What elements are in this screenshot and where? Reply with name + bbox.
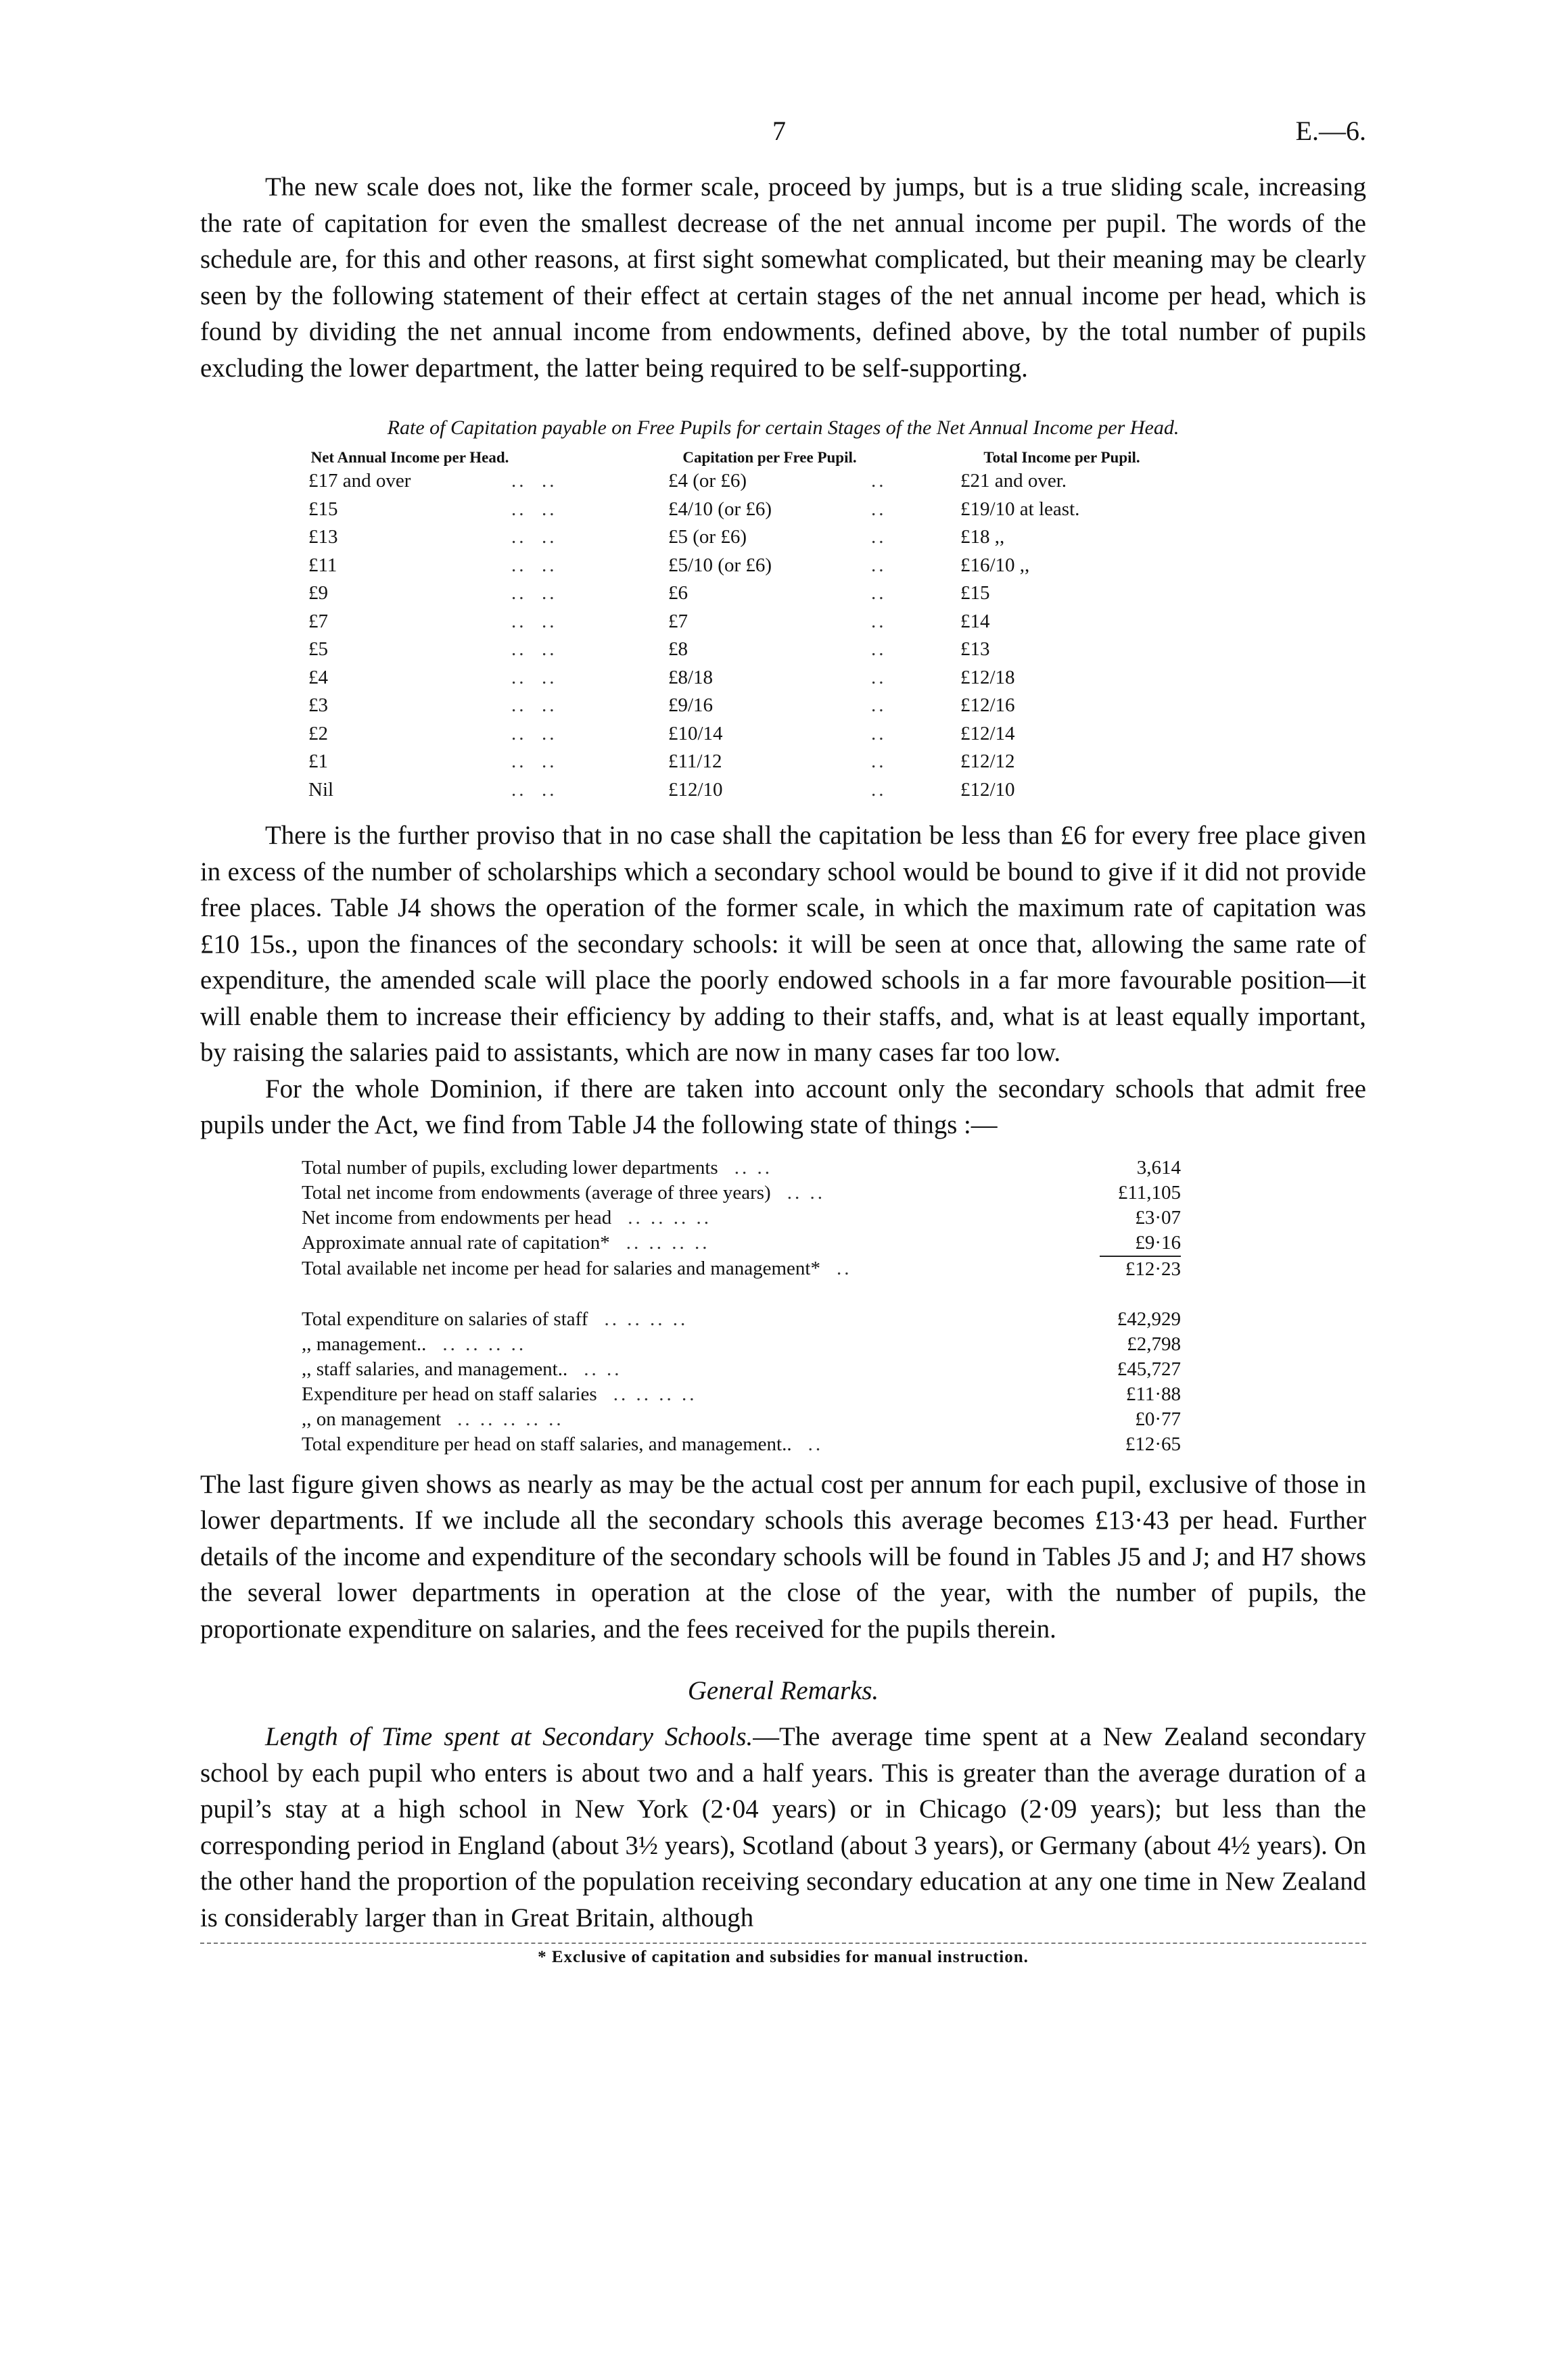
leader-dots: .. .. xyxy=(787,1181,825,1204)
capitation-table-header xyxy=(308,444,1163,467)
summary-label xyxy=(302,1382,1100,1407)
leader-dots: .. .. .. .. xyxy=(628,1206,711,1229)
summary-value: 3,614 xyxy=(1136,1156,1181,1179)
capitation-table xyxy=(308,444,1163,804)
leader-dots: .. xyxy=(871,638,887,660)
total-income-cell: £15 xyxy=(960,582,990,604)
capitation-row xyxy=(308,664,1163,692)
net-income-cell: £3 xyxy=(308,694,328,716)
leader-dots: .. .. .. .. xyxy=(613,1383,697,1405)
capitation-row xyxy=(308,692,1163,720)
capitation-cell: £12/10 xyxy=(668,778,723,801)
summary-table xyxy=(302,1156,1181,1457)
header-capitation: Capitation per Free Pupil. xyxy=(682,449,857,466)
paragraph-proviso: There is the further proviso that in no case shall the capitation be less than £6 for every free place given in excess of the number of scholarships which a secondary school would be bound to give if it did not provide free places. Table J4 shows the operation of the former scale, in which the maximum rate of capitation was £10 15s., upon the finances of the secondary schools: it will be seen at once that, allowing the same rate of expenditure, the amended scale will place the poorly endowed schools in a far more favourable position—it will enable them to increase their efficiency by adding to their staffs, and, what is at least equally important, by raising the salaries paid to assistants, which are now in many cases far too low. xyxy=(200,821,1366,1067)
paragraph-length-of-time xyxy=(200,1719,1366,1936)
summary-row xyxy=(302,1231,1181,1256)
net-income-cell: £7 xyxy=(308,610,328,632)
total-income-cell: £12/10 xyxy=(960,778,1015,801)
summary-label xyxy=(302,1432,1100,1457)
summary-label xyxy=(302,1332,1100,1357)
capitation-cell: £10/14 xyxy=(668,722,723,744)
capitation-cell: £4 (or £6) xyxy=(668,470,747,492)
summary-label-text: Total number of pupils, excluding lower departments xyxy=(302,1156,718,1179)
capitation-cell: £9/16 xyxy=(668,694,714,716)
summary-spacer xyxy=(302,1282,1181,1307)
total-income-cell: £16/10 ,, xyxy=(960,554,1030,576)
summary-label xyxy=(302,1256,1100,1282)
capitation-cell: £5 (or £6) xyxy=(668,526,747,548)
summary-value: £0·77 xyxy=(1135,1408,1181,1430)
capitation-row xyxy=(308,523,1163,552)
leader-dots: .. xyxy=(836,1258,852,1279)
leader-dots: .. .. .. .. .. xyxy=(457,1408,564,1430)
total-income-cell: £12/16 xyxy=(960,694,1015,716)
total-income-cell: £12/14 xyxy=(960,722,1015,744)
leader-dots: .. .. xyxy=(511,470,557,492)
summary-label-text: Total expenditure on salaries of staff xyxy=(302,1308,588,1330)
summary-row xyxy=(302,1256,1181,1282)
capitation-row xyxy=(308,552,1163,580)
footnote-separator xyxy=(200,1943,1366,1944)
summary-label-text: Total net income from endowments (average of three years) xyxy=(302,1181,771,1204)
net-income-cell: £9 xyxy=(308,582,328,604)
leader-dots: .. xyxy=(871,554,887,576)
document-reference: E.—6. xyxy=(1295,116,1366,146)
capitation-row xyxy=(308,608,1163,636)
summary-row xyxy=(302,1432,1181,1457)
leader-dots: .. xyxy=(808,1433,824,1455)
leader-dots: .. .. xyxy=(511,526,557,548)
summary-label xyxy=(302,1407,1100,1432)
summary-value: £12·23 xyxy=(1100,1256,1181,1282)
leader-dots: .. .. xyxy=(511,554,557,576)
document-page xyxy=(200,115,1366,1967)
paragraph-last-figure: The last figure given shows as nearly as may be the actual cost per annum for each pupil, exclusive of those in lower departments. If we include all the secondary schools this average becomes £13·43 per head. Further details of the income and expenditure of the secondary schools will be found in Tables J5 and J; and H7 shows the several lower departments in operation at the close of the year, with the number of pupils, the proportionate expenditure on salaries, and the fees received for the pupils therein. xyxy=(200,1469,1366,1644)
capitation-cell: £8/18 xyxy=(668,666,714,688)
net-income-cell: £2 xyxy=(308,722,328,744)
paragraph-dominion: For the whole Dominion, if there are taken into account only the secondary schools that admit free pupils under the Act, we find from Table J4 the following state of things :— xyxy=(200,1074,1366,1139)
summary-value: £11,105 xyxy=(1117,1181,1181,1204)
capitation-row xyxy=(308,748,1163,776)
summary-value: £12·65 xyxy=(1125,1433,1181,1455)
leader-dots: .. xyxy=(871,722,887,744)
summary-value: £3·07 xyxy=(1135,1206,1181,1229)
summary-row xyxy=(302,1156,1181,1181)
section-title: General Remarks. xyxy=(687,1676,879,1705)
summary-row xyxy=(302,1206,1181,1231)
summary-label xyxy=(302,1307,1100,1332)
paragraph-sliding-scale: The new scale does not, like the former scale, proceed by jumps, but is a true sliding scale, increasing the rate of capitation for even the smallest decrease of the net annual income per pupil. The words of the schedule are, for this and other reasons, at first sight somewhat complicated, but their meaning may be clearly seen by the following statement of their effect at certain stages of the net annual income per head, which is found by dividing the net annual income from endowments, defined above, by the total number of pupils excluding the lower department, the latter being required to be self-supporting. xyxy=(200,172,1366,383)
summary-label-text: Total expenditure per head on staff salaries, and management.. xyxy=(302,1433,792,1455)
leader-dots: .. xyxy=(871,526,887,548)
total-income-cell: £14 xyxy=(960,610,990,632)
total-income-cell: £19/10 at least. xyxy=(960,498,1080,520)
net-income-cell: £17 and over xyxy=(308,470,411,492)
leader-dots: .. .. xyxy=(734,1156,772,1179)
summary-value: £42,929 xyxy=(1117,1308,1181,1330)
leader-dots: .. .. xyxy=(511,582,557,604)
leader-dots: .. .. .. .. xyxy=(604,1308,688,1330)
footnote: * Exclusive of capitation and subsidies for manual instruction. xyxy=(538,1948,1029,1966)
page-header xyxy=(200,115,1366,169)
summary-label-text: ,, on management xyxy=(302,1408,442,1430)
summary-label-text: Total available net income per head for salaries and management* xyxy=(302,1258,820,1279)
total-income-cell: £12/12 xyxy=(960,751,1015,772)
summary-label-text: Expenditure per head on staff salaries xyxy=(302,1383,597,1405)
capitation-cell: £5/10 (or £6) xyxy=(668,554,772,576)
total-income-cell: £13 xyxy=(960,638,990,660)
capitation-cell: £11/12 xyxy=(668,751,722,772)
leader-dots: .. xyxy=(871,610,887,632)
leader-dots: .. xyxy=(871,498,887,520)
leader-dots: .. xyxy=(871,666,887,688)
total-income-cell: £21 and over. xyxy=(960,470,1067,492)
capitation-cell: £8 xyxy=(668,638,688,660)
summary-label-text: ,, staff salaries, and management.. xyxy=(302,1358,568,1380)
total-income-cell: £12/18 xyxy=(960,666,1015,688)
net-income-cell: £11 xyxy=(308,554,337,576)
summary-label-text: ,, management.. xyxy=(302,1333,427,1355)
summary-row xyxy=(302,1357,1181,1382)
capitation-row xyxy=(308,496,1163,524)
net-income-cell: £1 xyxy=(308,751,328,772)
summary-label-text: Approximate annual rate of capitation* xyxy=(302,1232,610,1254)
leader-dots: .. .. .. .. xyxy=(442,1333,527,1355)
leader-dots: .. xyxy=(871,751,887,772)
leader-dots: .. .. xyxy=(584,1358,622,1380)
summary-row xyxy=(302,1382,1181,1407)
summary-label xyxy=(302,1156,1100,1181)
leader-dots: .. .. xyxy=(511,666,557,688)
header-total-income: Total Income per Pupil. xyxy=(983,449,1140,466)
summary-value: £9·16 xyxy=(1135,1231,1181,1254)
summary-label xyxy=(302,1181,1100,1206)
summary-row xyxy=(302,1407,1181,1432)
leader-dots: .. .. xyxy=(511,610,557,632)
capitation-cell: £7 xyxy=(668,610,688,632)
net-income-cell: £4 xyxy=(308,666,328,688)
summary-label xyxy=(302,1206,1100,1231)
net-income-cell: £5 xyxy=(308,638,328,660)
leader-dots: .. .. xyxy=(511,638,557,660)
summary-value: £45,727 xyxy=(1117,1358,1181,1380)
paragraph-heading: Length of Time spent at Secondary Schools. xyxy=(265,1722,753,1751)
summary-value: £11·88 xyxy=(1125,1383,1181,1405)
capitation-cell: £6 xyxy=(668,582,688,604)
capitation-row xyxy=(308,720,1163,748)
leader-dots: .. .. xyxy=(511,722,557,744)
total-income-cell: £18 ,, xyxy=(960,526,1005,548)
capitation-row xyxy=(308,776,1163,805)
header-net-annual-income: Net Annual Income per Head. xyxy=(310,449,509,466)
leader-dots: .. .. xyxy=(511,751,557,772)
summary-label xyxy=(302,1357,1100,1382)
leader-dots: .. xyxy=(871,778,887,801)
leader-dots: .. xyxy=(871,582,887,604)
page-number: 7 xyxy=(772,116,786,146)
leader-dots: .. .. .. .. xyxy=(626,1232,710,1254)
summary-row xyxy=(302,1181,1181,1206)
capitation-row xyxy=(308,467,1163,496)
net-income-cell: Nil xyxy=(308,778,334,801)
leader-dots: .. .. xyxy=(511,694,557,716)
capitation-cell: £4/10 (or £6) xyxy=(668,498,772,520)
summary-value: £2,798 xyxy=(1127,1333,1181,1355)
summary-row xyxy=(302,1307,1181,1332)
leader-dots: .. xyxy=(871,694,887,716)
leader-dots: .. .. xyxy=(511,778,557,801)
summary-label-text: Net income from endowments per head xyxy=(302,1206,612,1229)
net-income-cell: £13 xyxy=(308,526,338,548)
capitation-row xyxy=(308,579,1163,608)
leader-dots: .. .. xyxy=(511,498,557,520)
paragraph-text: —The average time spent at a New Zealand secondary school by each pupil who enters is about two and a half years. This is greater than the average duration of a pupil’s stay at a high school in New York (2·04 years) or in Chicago (2·09 years); but less than the corresponding period in England (about 3½ years), Scotland (about 3 years), or Germany (about 4½ years). On the other hand the proportion of the population receiving secondary education at any one time in New Zealand is considerably larger than in Great Britain, although xyxy=(200,1722,1366,1932)
table-caption: Rate of Capitation payable on Free Pupils for certain Stages of the Net Annual Income per Head. xyxy=(387,416,1179,439)
summary-row xyxy=(302,1332,1181,1357)
net-income-cell: £15 xyxy=(308,498,338,520)
capitation-row xyxy=(308,636,1163,664)
leader-dots: .. xyxy=(871,470,887,492)
summary-label xyxy=(302,1231,1100,1256)
